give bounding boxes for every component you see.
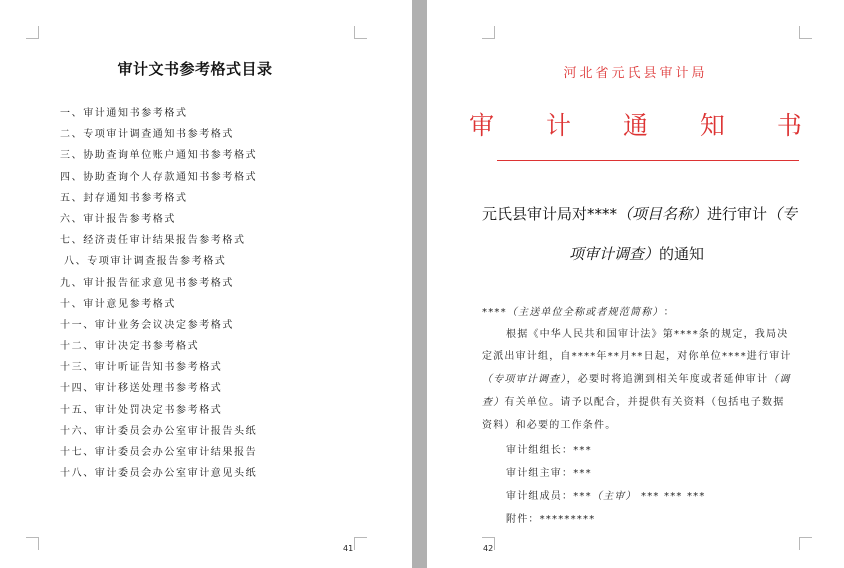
body-line xyxy=(482,393,784,408)
notice-title-line-1 xyxy=(482,204,812,224)
toc-list xyxy=(60,103,257,484)
body-line: 定派出审计组，自****年**月**日起，对你单位****进行审计 xyxy=(482,351,792,362)
toc-item: 十一、审计业务会议决定参考格式 xyxy=(60,319,234,331)
body-line: 根据《中华人民共和国审计法》第****条的规定，我局决 xyxy=(506,329,789,340)
body-text: ，必要时将追溯到相关年度或者延伸审计 xyxy=(566,374,769,385)
body-line: 资料）和必要的工作条件。 xyxy=(482,420,617,431)
crop-mark xyxy=(799,537,812,550)
notice-text: 项审计调查） xyxy=(569,245,660,263)
toc-item: 十四、审计移送处理书参考格式 xyxy=(60,383,223,395)
toc-item: 六、审计报告参考格式 xyxy=(60,213,176,225)
team-leader: 审计组组长：*** xyxy=(506,445,592,456)
notice-title-line-2 xyxy=(569,244,844,264)
document-title: 审 计 通 知 书 xyxy=(469,111,824,140)
toc-item: 七、经济责任审计结果报告参考格式 xyxy=(60,235,246,247)
page-42 xyxy=(427,0,844,568)
crop-mark xyxy=(354,26,367,39)
notice-text: 的通知 xyxy=(659,245,705,263)
toc-item: 八、专项审计调查报告参考格式 xyxy=(64,256,227,268)
toc-item: 十八、审计委员会办公室审计意见头纸 xyxy=(60,468,258,480)
addressee-text: **** xyxy=(482,307,507,318)
toc-title: 审计文书参考格式目录 xyxy=(117,60,273,78)
team-members xyxy=(506,487,706,502)
members-text: （主审） xyxy=(591,491,637,502)
page-41 xyxy=(0,0,412,568)
crop-mark xyxy=(26,537,39,550)
members-text: *** *** *** xyxy=(641,491,706,502)
toc-item: 十二、审计决定书参考格式 xyxy=(60,341,200,353)
notice-text: 进行审计 xyxy=(707,205,768,223)
body-text: （调 xyxy=(768,374,791,385)
addressee xyxy=(482,303,675,318)
toc-item: 三、协助查询单位账户通知书参考格式 xyxy=(60,150,258,162)
attachment: 附件：********* xyxy=(506,514,596,525)
page-number: 42 xyxy=(483,544,494,553)
team-chief-auditor: 审计组主审：*** xyxy=(506,468,592,479)
crop-mark xyxy=(799,26,812,39)
toc-item: 十七、审计委员会办公室审计结果报告 xyxy=(60,447,258,458)
body-text: （专项审计调查） xyxy=(482,374,567,385)
crop-mark xyxy=(354,537,367,550)
red-divider xyxy=(497,160,799,161)
page-gap xyxy=(412,0,427,568)
addressee-text: （主送单位全称或者规范简称） xyxy=(506,307,664,318)
issuing-organization: 河北省元氏县审计局 xyxy=(563,66,708,81)
members-text: 审计组成员：*** xyxy=(506,491,592,502)
toc-item: 十五、审计处罚决定书参考格式 xyxy=(60,404,223,416)
toc-item: 一、审计通知书参考格式 xyxy=(60,108,188,119)
body-text: 有关单位。请予以配合，并提供有关资料（包括电子数据 xyxy=(504,397,785,408)
crop-mark xyxy=(482,26,495,39)
toc-item: 十、审计意见参考格式 xyxy=(60,298,176,310)
notice-text: （专 xyxy=(767,205,798,223)
toc-item: 五、封存通知书参考格式 xyxy=(60,192,188,204)
toc-item: 十三、审计听证告知书参考格式 xyxy=(60,362,223,374)
body-text: 查） xyxy=(482,397,505,408)
body-line xyxy=(482,370,791,385)
notice-text: 元氏县审计局对**** xyxy=(482,205,618,223)
toc-item: 二、专项审计调查通知书参考格式 xyxy=(60,129,234,141)
crop-mark xyxy=(26,26,39,39)
toc-item: 十六、审计委员会办公室审计报告头纸 xyxy=(60,425,258,437)
toc-item: 四、协助查询个人存款通知书参考格式 xyxy=(60,171,258,183)
notice-text: （项目名称） xyxy=(617,205,708,223)
page-number: 41 xyxy=(343,544,354,553)
toc-item: 九、审计报告征求意见书参考格式 xyxy=(60,277,234,289)
addressee-text: ： xyxy=(663,307,675,318)
